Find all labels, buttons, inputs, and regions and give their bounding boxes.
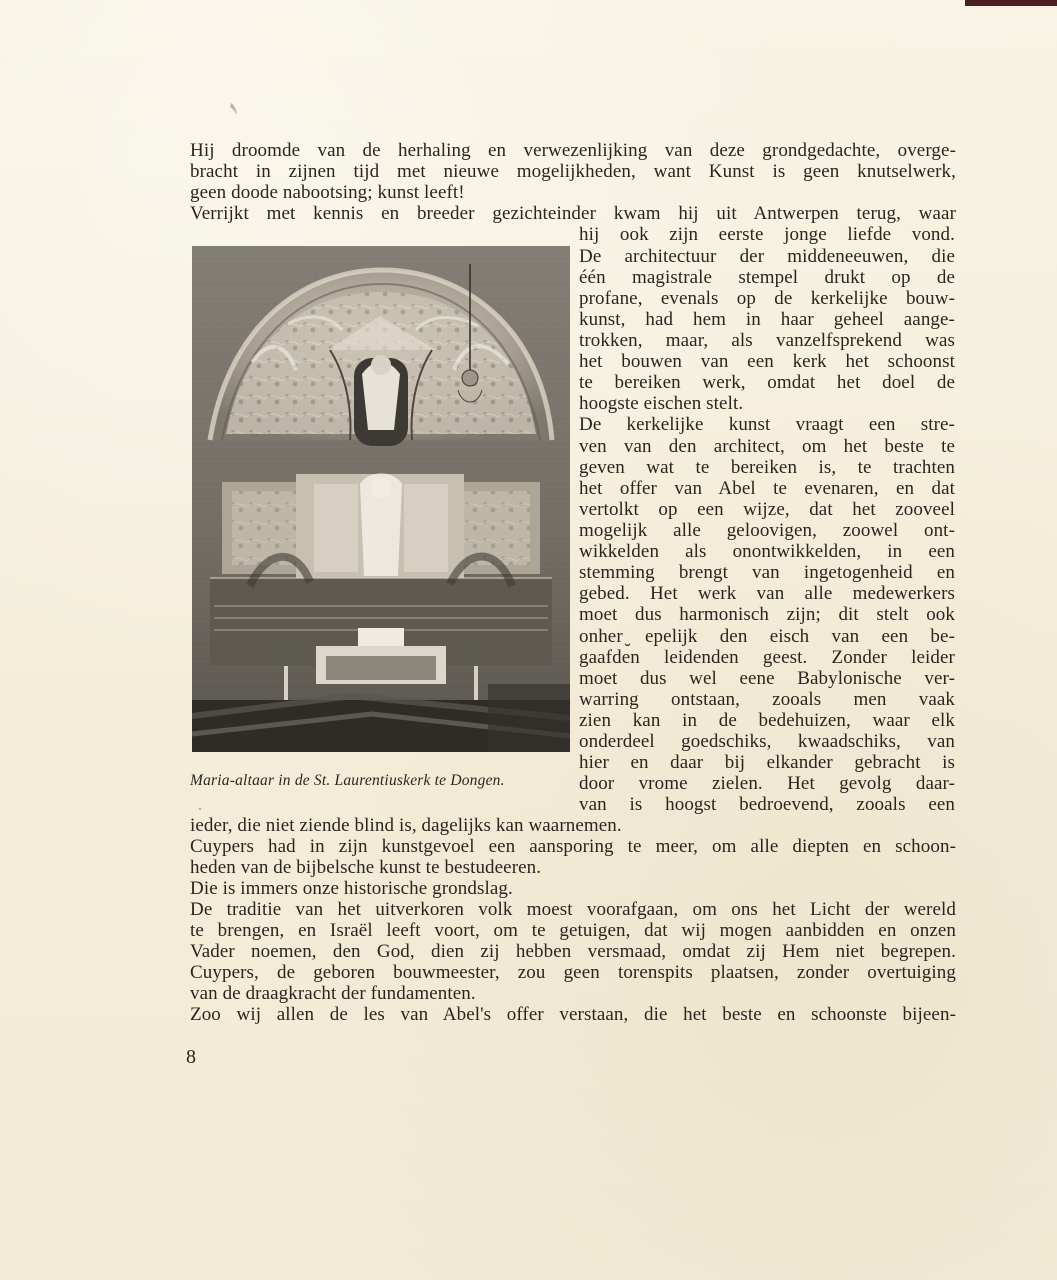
text-line-12: te bereiken werk, omdat het doel de bbox=[579, 372, 955, 393]
text-line-24: onher ̮epelijk den eisch van een be- bbox=[579, 626, 955, 647]
text-line-1: Hij droomde van de herhaling en verwezenlijking van deze grondgedachte, overge- bbox=[190, 140, 956, 161]
text-line-27: warring ontstaan, zooals men vaak bbox=[579, 689, 955, 710]
text-line-6: De architectuur der middeneeuwen, die bbox=[579, 246, 955, 267]
text-line-9: kunst, had hem in haar geheel aange- bbox=[579, 309, 955, 330]
text-line-13: hoogste eischen stelt. bbox=[579, 393, 744, 414]
text-line-34: Cuypers had in zijn kunstgevoel een aansporing te meer, om alle diepten en schoon- bbox=[190, 836, 956, 857]
text-line-42: Zoo wij allen de les van Abel's offer verstaan, die het beste en schoonste bijeen- bbox=[190, 1004, 956, 1025]
text-line-38: te brengen, en Israël leeft voort, om te getuigen, dat wij mogen aanbidden en onzen bbox=[190, 920, 956, 941]
text-line-22: gebed. Het werk van alle medewerkers bbox=[579, 583, 955, 604]
text-line-28: zien kan in de bedehuizen, waar elk bbox=[579, 710, 955, 731]
text-line-26: moet dus wel eene Babylonische ver- bbox=[579, 668, 955, 689]
text-line-36: Die is immers onze historische grondslag. bbox=[190, 878, 513, 899]
speck-icon bbox=[199, 808, 201, 810]
text-line-2: bracht in zijnen tijd met nieuwe mogelijkheden, want Kunst is geen knutselwerk, bbox=[190, 161, 956, 182]
text-line-3: geen doode nabootsing; kunst leeft! bbox=[190, 182, 465, 203]
church-altar-photo-icon bbox=[192, 246, 570, 752]
church-altar-photo bbox=[192, 246, 570, 752]
text-line-17: het offer van Abel te evenaren, en dat bbox=[579, 478, 955, 499]
text-line-7: één magistrale stempel drukt op de bbox=[579, 267, 955, 288]
text-line-4: Verrijkt met kennis en breeder gezichteinder kwam hij uit Antwerpen terug, waar bbox=[190, 203, 956, 224]
smudge-mark-icon bbox=[229, 102, 239, 116]
text-line-5: hij ook zijn eerste jonge liefde vond. bbox=[579, 224, 955, 245]
text-line-8: profane, evenals op de kerkelijke bouw- bbox=[579, 288, 955, 309]
text-line-31: door vrome zielen. Het gevolg daar- bbox=[579, 773, 955, 794]
page-number: 8 bbox=[186, 1046, 196, 1068]
text-line-33: ieder, die niet ziende blind is, dagelijks kan waarnemen. bbox=[190, 815, 622, 836]
text-line-16: geven wat te bereiken is, te trachten bbox=[579, 457, 955, 478]
text-line-10: trokken, maar, als vanzelfsprekend was bbox=[579, 330, 955, 351]
text-line-18: vertolkt op een wijze, dat het zooveel bbox=[579, 499, 955, 520]
photo-caption: Maria-altaar in de St. Laurentiuskerk te Dongen. bbox=[190, 772, 505, 789]
text-line-19: mogelijk alle geloovigen, zoowel ont- bbox=[579, 520, 955, 541]
text-line-25: gaafden leidenden geest. Zonder leider bbox=[579, 647, 955, 668]
text-line-20: wikkelden als onontwikkelden, in een bbox=[579, 541, 955, 562]
text-line-35: heden van de bijbelsche kunst te bestudeeren. bbox=[190, 857, 542, 878]
text-line-40: Cuypers, de geboren bouwmeester, zou geen torenspits plaatsen, zonder overtuiging bbox=[190, 962, 956, 983]
text-line-11: het bouwen van een kerk het schoonst bbox=[579, 351, 955, 372]
text-line-29: onderdeel goedschiks, kwaadschiks, van bbox=[579, 731, 955, 752]
text-line-23: moet dus harmonisch zijn; dit stelt ook bbox=[579, 604, 955, 625]
text-line-41: van de draagkracht der fundamenten. bbox=[190, 983, 476, 1004]
page-edge bbox=[965, 0, 1057, 6]
text-line-39: Vader noemen, den God, dien zij hebben versmaad, omdat zij Hem niet begrepen. bbox=[190, 941, 956, 962]
text-line-37: De traditie van het uitverkoren volk moest voorafgaan, om ons het Licht der wereld bbox=[190, 899, 956, 920]
text-line-32: van is hoogst bedroevend, zooals een bbox=[579, 794, 955, 815]
text-line-15: ven van den architect, om het beste te bbox=[579, 436, 955, 457]
text-line-21: stemming brengt van ingetogenheid en bbox=[579, 562, 955, 583]
text-line-14: De kerkelijke kunst vraagt een stre- bbox=[579, 414, 955, 435]
text-line-30: hier en daar bij elkander gebracht is bbox=[579, 752, 955, 773]
